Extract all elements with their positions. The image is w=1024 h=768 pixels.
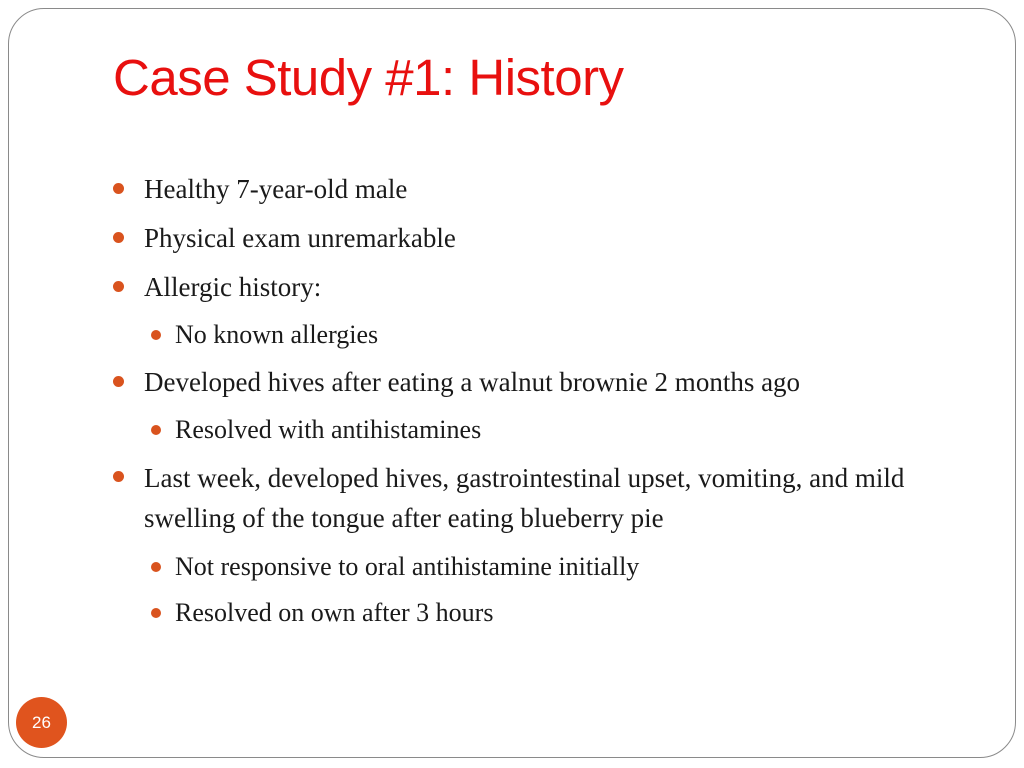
bullet-item: [113, 219, 953, 257]
page-number-badge: 26: [16, 697, 67, 748]
bullet-text: Developed hives after eating a walnut brownie 2 months ago: [144, 367, 801, 397]
sub-bullet-item: [113, 317, 953, 353]
slide-title: Case Study #1: History: [113, 49, 624, 106]
sub-bullet-text: No known allergies: [175, 320, 379, 349]
bullet-dot-icon: [113, 376, 124, 387]
bullet-item: [113, 458, 953, 538]
sub-bullet-text: Not responsive to oral antihistamine initially: [175, 552, 640, 581]
bullet-dot-icon: [113, 232, 124, 243]
bullet-text: Physical exam unremarkable: [144, 223, 456, 253]
bullet-list: [113, 170, 953, 641]
bullet-text: Last week, developed hives, gastrointestinal upset, vomiting, and mild swelling of the tongue after eating blueberry pie: [144, 463, 905, 533]
bullet-dot-icon: [113, 471, 124, 482]
sub-bullet-item: [113, 549, 953, 585]
bullet-item: [113, 268, 953, 306]
bullet-dot-icon: [113, 281, 124, 292]
bullet-item: [113, 363, 953, 401]
sub-bullet-dot-icon: [151, 608, 161, 618]
sub-bullet-item: [113, 595, 953, 631]
bullet-dot-icon: [113, 183, 124, 194]
sub-bullet-dot-icon: [151, 330, 161, 340]
sub-bullet-text: Resolved on own after 3 hours: [175, 598, 494, 627]
bullet-item: [113, 170, 953, 208]
sub-bullet-dot-icon: [151, 562, 161, 572]
bullet-text: Healthy 7-year-old male: [144, 174, 408, 204]
sub-bullet-item: [113, 412, 953, 448]
sub-bullet-text: Resolved with antihistamines: [175, 415, 482, 444]
sub-bullet-dot-icon: [151, 425, 161, 435]
bullet-text: Allergic history:: [144, 272, 322, 302]
